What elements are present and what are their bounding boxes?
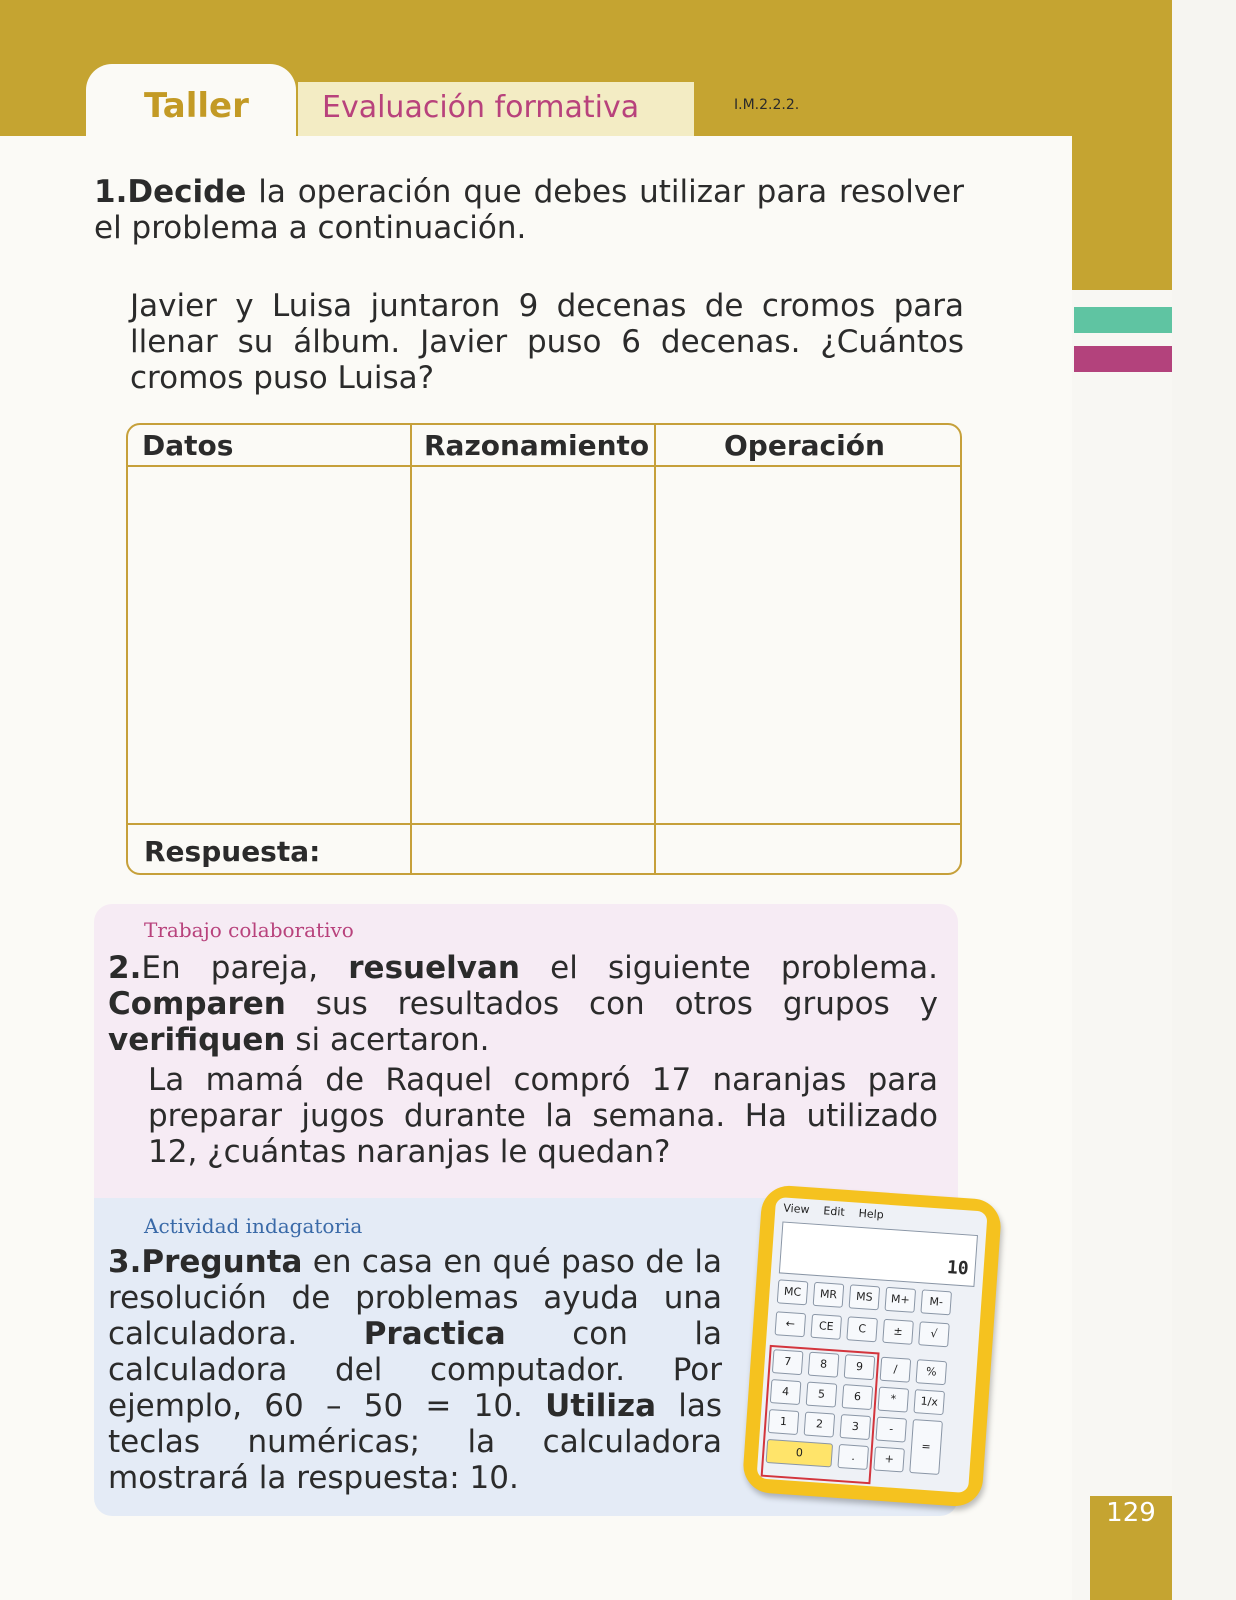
calc-key-inv: 1/x — [913, 1389, 945, 1415]
table-divider — [654, 425, 656, 873]
question-1-problem: Javier y Luisa juntaron 9 decenas de cromos para llenar su álbum. Javier puso 6 decenas. ¿Cuántos cromos puso Luisa? — [130, 288, 964, 396]
calc-key-1: 1 — [768, 1409, 800, 1435]
page-edge — [1172, 0, 1236, 1600]
tab-taller — [86, 64, 296, 136]
q2-bold-1: resuelvan — [348, 950, 520, 986]
calc-key-ms: MS — [849, 1284, 881, 1310]
calc-key-0: 0 — [766, 1439, 834, 1468]
q2-text-2: el siguiente problema. — [519, 950, 938, 986]
calc-key-6: 6 — [842, 1384, 874, 1410]
calc-key-9: 9 — [844, 1354, 876, 1380]
calc-key-2: 2 — [804, 1412, 836, 1438]
page-number: 129 — [1106, 1498, 1156, 1528]
green-marker — [1074, 307, 1172, 333]
calculator-face — [756, 1197, 987, 1493]
calc-key-mc: MC — [777, 1279, 809, 1305]
calc-key-div: / — [880, 1357, 912, 1383]
question-2 — [108, 950, 938, 1058]
question-3-number: 3. — [108, 1244, 142, 1280]
col-razonamiento: Razonamiento — [424, 429, 650, 462]
pink-marker — [1074, 346, 1172, 372]
question-1-number: 1. — [94, 174, 128, 210]
q2-text-1: En pareja, — [141, 950, 349, 986]
calc-key-sub: - — [875, 1417, 907, 1443]
calc-key-4: 4 — [770, 1379, 802, 1405]
calc-key-ce: CE — [810, 1314, 842, 1340]
q3-bold-1: Pregunta — [141, 1244, 303, 1280]
tab-evaluacion-label: Evaluación formativa — [322, 90, 640, 125]
tab-evaluacion — [298, 82, 694, 136]
calc-key-7: 7 — [772, 1349, 804, 1375]
calc-key-add: + — [873, 1446, 905, 1472]
calc-menu-view: View — [782, 1201, 810, 1217]
question-1-text: la operación que debes utilizar para resolver el problema a continuación. — [94, 174, 964, 246]
question-1 — [94, 174, 964, 246]
calc-key-8: 8 — [808, 1352, 840, 1378]
q2-bold-3: verifiquen — [108, 1022, 286, 1058]
table-footer-line — [128, 823, 960, 825]
question-2-number: 2. — [108, 950, 142, 986]
q3-text-2: con la calculadora del computador. Por ejemplo, 60 – 50 = 10. — [108, 1316, 722, 1424]
calc-key-dot: . — [837, 1444, 869, 1470]
q3-bold-2: Practica — [363, 1316, 506, 1352]
q2-text-3: sus resultados con otros grupos y — [285, 986, 938, 1022]
right-strip — [1072, 290, 1172, 1600]
calc-key-c: C — [846, 1316, 878, 1342]
calc-key-sqrt: √ — [918, 1321, 950, 1347]
calculator-display — [779, 1221, 978, 1287]
calc-key-5: 5 — [806, 1382, 838, 1408]
indicator-code: I.M.2.2.2. — [734, 97, 800, 113]
col-datos: Datos — [142, 429, 234, 462]
calc-menu-help: Help — [858, 1206, 885, 1222]
q2-bold-2: Comparen — [108, 986, 286, 1022]
q3-bold-3: Utiliza — [545, 1388, 656, 1424]
question-2-problem: La mamá de Raquel compró 17 naranjas para preparar jugos durante la semana. Ha utilizado 12, ¿cuántas naranjas le quedan? — [148, 1062, 938, 1170]
calc-key-pct: % — [916, 1359, 948, 1385]
q3-text-3: las teclas numéricas; la calculadora mostrará la respuesta: 10. — [108, 1388, 722, 1496]
calculator-illustration — [742, 1184, 1003, 1508]
label-actividad-indagatoria: Actividad indagatoria — [144, 1214, 363, 1238]
respuesta-label: Respuesta: — [144, 835, 321, 868]
calc-key-eq: = — [909, 1419, 943, 1475]
calc-key-3: 3 — [840, 1414, 872, 1440]
calc-key-mul: * — [878, 1387, 910, 1413]
q2-text-4: si acertaron. — [285, 1022, 490, 1058]
tab-taller-label: Taller — [144, 86, 249, 126]
calc-key-back: ← — [775, 1311, 807, 1337]
side-band — [1072, 0, 1172, 290]
calc-key-mr: MR — [813, 1282, 845, 1308]
calc-key-pm: ± — [882, 1319, 914, 1345]
answer-table — [126, 423, 962, 875]
col-operacion: Operación — [724, 429, 885, 462]
label-trabajo-colaborativo: Trabajo colaborativo — [144, 918, 354, 942]
calculator-menu — [783, 1202, 898, 1223]
calculator-keypad — [765, 1279, 974, 1484]
q3-text-1: en casa en qué paso de la resolución de problemas ayuda una calculadora. — [108, 1244, 722, 1352]
question-1-verb: Decide — [127, 174, 247, 210]
calc-menu-edit: Edit — [822, 1204, 846, 1219]
calculator-display-value: 10 — [946, 1257, 970, 1280]
calc-key-mplus: M+ — [884, 1287, 916, 1313]
table-header-line — [128, 465, 960, 467]
table-divider — [410, 425, 412, 873]
calc-key-mminus: M- — [920, 1289, 952, 1315]
question-3 — [108, 1244, 722, 1496]
